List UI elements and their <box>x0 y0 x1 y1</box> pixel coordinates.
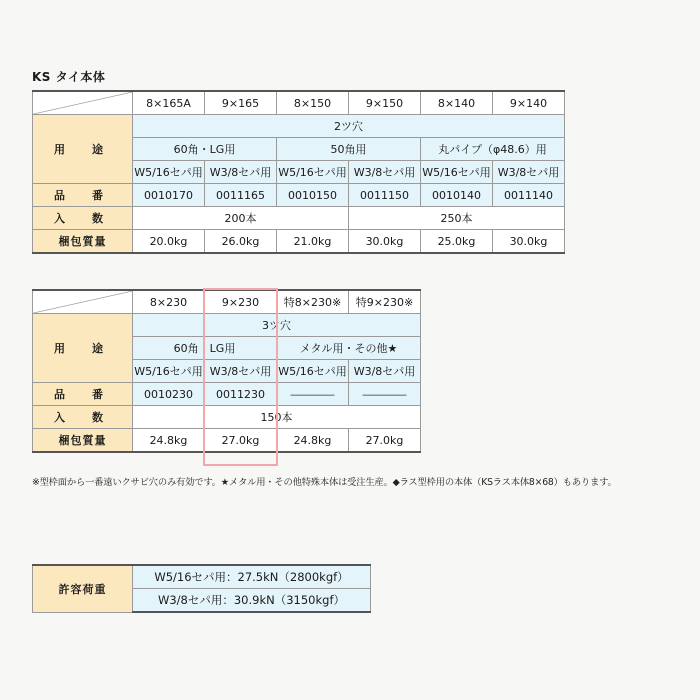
seppa-cell: W5/16セパ用 <box>277 360 349 383</box>
qty-cell: 250本 <box>349 207 565 230</box>
size-header: 特8×230※ <box>277 290 349 314</box>
use-cell: 60角・LG用 <box>133 337 277 360</box>
weight-cell: 24.8kg <box>277 429 349 453</box>
footnote: ※型枠面から一番遠いクサビ穴のみ有効です。★メタル用・その他特殊本体は受注生産。◆ラス型枠用の本体（KSラス本体8×68）もあります。 <box>32 477 617 488</box>
part-cell: 0011140 <box>493 184 565 207</box>
use-cell: 60角・LG用 <box>133 138 277 161</box>
part-cell: 0010170 <box>133 184 205 207</box>
size-header: 9×140 <box>493 91 565 115</box>
qty-label: 入 数 <box>33 406 133 429</box>
load-label: 許容荷重 <box>33 565 133 612</box>
seppa-cell: W5/16セパ用 <box>133 360 205 383</box>
seppa-cell: W5/16セパ用 <box>277 161 349 184</box>
load-value: W5/16セパ用：27.5kN（2800kgf） <box>133 565 371 589</box>
seppa-cell: W5/16セパ用 <box>133 161 205 184</box>
qty-row <box>33 207 565 230</box>
part-cell: 0010150 <box>277 184 349 207</box>
spec-table-2-hole <box>32 90 565 254</box>
size-header: 8×230 <box>133 290 205 314</box>
qty-row <box>33 406 421 429</box>
hole-row <box>33 314 421 337</box>
weight-row <box>33 230 565 254</box>
seppa-cell: W3/8セパ用 <box>205 161 277 184</box>
weight-cell: 20.0kg <box>133 230 205 254</box>
load-value: W3/8セパ用：30.9kN（3150kgf） <box>133 589 371 613</box>
weight-cell: 30.0kg <box>349 230 421 254</box>
part-cell: 0011150 <box>349 184 421 207</box>
hole-cell: 3ツ穴 <box>133 314 421 337</box>
part-cell: 0011165 <box>205 184 277 207</box>
qty-cell: 200本 <box>133 207 349 230</box>
weight-label: 梱包質量 <box>33 230 133 254</box>
size-header: 8×150 <box>277 91 349 115</box>
seppa-cell: W3/8セパ用 <box>349 161 421 184</box>
use-cell: 丸パイプ（φ48.6）用 <box>421 138 565 161</box>
part-cell: 0010230 <box>133 383 205 406</box>
page-title: KS タイ本体 <box>32 70 106 84</box>
size-header: 9×150 <box>349 91 421 115</box>
seppa-cell: W5/16セパ用 <box>421 161 493 184</box>
size-header: 8×140 <box>421 91 493 115</box>
use-cell: メタル用・その他★ <box>277 337 421 360</box>
corner-cell <box>33 91 133 115</box>
part-cell: 0011230 <box>205 383 277 406</box>
allowable-load-table <box>32 564 371 613</box>
weight-cell: 21.0kg <box>277 230 349 254</box>
weight-cell: 27.0kg <box>349 429 421 453</box>
part-cell: ―――― <box>349 383 421 406</box>
hole-row <box>33 115 565 138</box>
weight-cell: 27.0kg <box>205 429 277 453</box>
seppa-cell: W3/8セパ用 <box>349 360 421 383</box>
part-row <box>33 383 421 406</box>
weight-label: 梱包質量 <box>33 429 133 453</box>
load-row <box>33 565 371 589</box>
hole-cell: 2ツ穴 <box>133 115 565 138</box>
weight-cell: 24.8kg <box>133 429 205 453</box>
weight-cell: 26.0kg <box>205 230 277 254</box>
seppa-cell: W3/8セパ用 <box>493 161 565 184</box>
part-label: 品 番 <box>33 383 133 406</box>
qty-label: 入 数 <box>33 207 133 230</box>
weight-cell: 25.0kg <box>421 230 493 254</box>
size-header: 9×230 <box>205 290 277 314</box>
size-header: 特9×230※ <box>349 290 421 314</box>
part-cell: ―――― <box>277 383 349 406</box>
part-row <box>33 184 565 207</box>
weight-row <box>33 429 421 453</box>
part-label: 品 番 <box>33 184 133 207</box>
qty-cell: 150本 <box>133 406 421 429</box>
use-label: 用 途 <box>33 115 133 184</box>
use-label: 用 途 <box>33 314 133 383</box>
size-header: 8×165A <box>133 91 205 115</box>
seppa-cell: W3/8セパ用 <box>205 360 277 383</box>
use-cell: 50角用 <box>277 138 421 161</box>
spec-table-3-hole <box>32 289 421 453</box>
weight-cell: 30.0kg <box>493 230 565 254</box>
corner-cell <box>33 290 133 314</box>
part-cell: 0010140 <box>421 184 493 207</box>
header-row <box>33 290 421 314</box>
size-header: 9×165 <box>205 91 277 115</box>
header-row <box>33 91 565 115</box>
